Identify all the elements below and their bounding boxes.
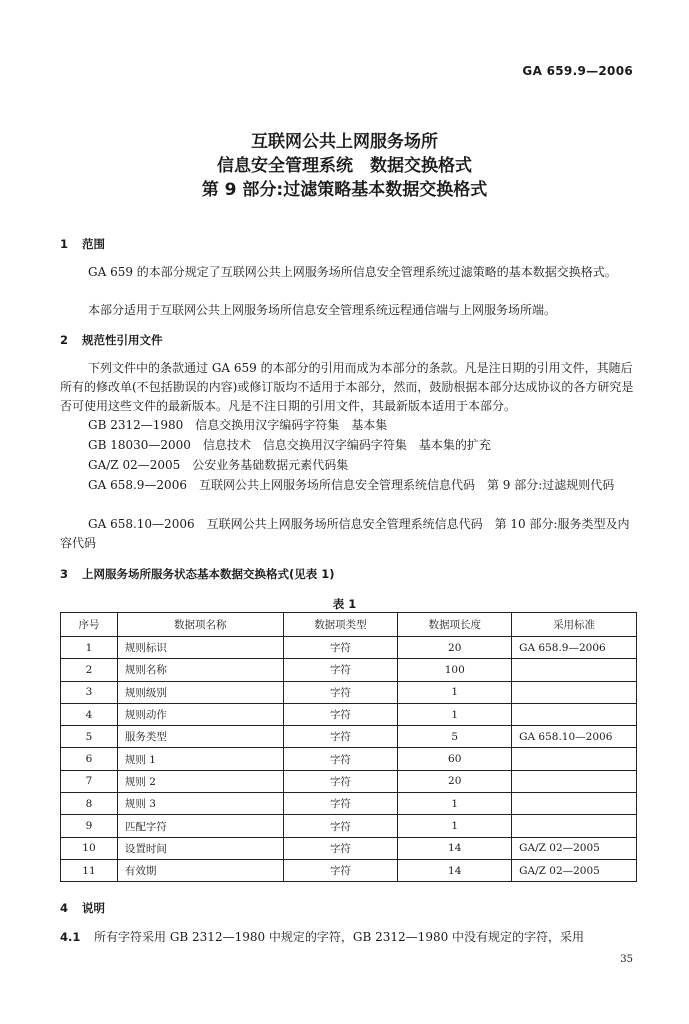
title-line-2: 信息安全管理系统 数据交换格式	[217, 156, 472, 176]
section-3-heading	[60, 566, 335, 582]
cell-standard	[512, 681, 637, 703]
column-header: 序号	[61, 613, 118, 637]
cell-standard: GA 658.10—2006	[512, 726, 637, 748]
scope-paragraph-1: GA 659 的本部分规定了互联网公共上网服务场所信息安全管理系统过滤策略的基本数据交换格式。	[88, 265, 617, 279]
note-number: 4.1	[60, 930, 81, 944]
cell-index: 11	[61, 859, 118, 881]
reference-item: GA/Z 02—2005 公安业务基础数据元素代码集	[88, 458, 349, 472]
table-row	[61, 770, 637, 792]
cell-item-type: 字符	[283, 837, 398, 859]
reference-item: GB 2312—1980 信息交换用汉字编码字符集 基本集	[88, 418, 388, 432]
reference-item: GA 658.10—2006 互联网公共上网服务场所信息安全管理系统信息代码 第 10 部分:服务类型及内容代码	[60, 517, 630, 550]
cell-standard: GA 658.9—2006	[512, 637, 637, 659]
cell-index: 10	[61, 837, 118, 859]
standard-code: GA 659.9—2006	[522, 64, 633, 78]
cell-index: 6	[61, 748, 118, 770]
section-title: 上网服务场所服务状态基本数据交换格式(见表 1)	[82, 567, 335, 581]
cell-item-name: 设置时间	[117, 837, 283, 859]
column-header: 数据项类型	[283, 613, 398, 637]
cell-index: 8	[61, 793, 118, 815]
cell-item-length: 14	[398, 837, 512, 859]
section-2-heading	[60, 332, 163, 348]
document-title-block	[0, 130, 689, 202]
cell-item-type: 字符	[283, 703, 398, 725]
page-number: 35	[620, 954, 633, 965]
cell-standard	[512, 748, 637, 770]
table-row	[61, 726, 637, 748]
table-row	[61, 793, 637, 815]
cell-index: 1	[61, 637, 118, 659]
cell-item-name: 规则标识	[117, 637, 283, 659]
cell-item-type: 字符	[283, 793, 398, 815]
cell-item-length: 5	[398, 726, 512, 748]
cell-item-name: 规则级别	[117, 681, 283, 703]
cell-item-length: 1	[398, 793, 512, 815]
cell-item-length: 1	[398, 815, 512, 837]
cell-index: 5	[61, 726, 118, 748]
table-row	[61, 837, 637, 859]
section-title: 范围	[82, 237, 105, 251]
section-1-heading	[60, 236, 105, 252]
cell-item-type: 字符	[283, 659, 398, 681]
table-row	[61, 859, 637, 881]
note-text: 所有字符采用 GB 2312—1980 中规定的字符，GB 2312—1980 中没有规定的字符，采用	[94, 930, 585, 944]
cell-standard: GA/Z 02—2005	[512, 859, 637, 881]
section-title: 规范性引用文件	[82, 333, 163, 347]
cell-index: 4	[61, 703, 118, 725]
section-title: 说明	[82, 901, 105, 915]
column-header: 采用标准	[512, 613, 637, 637]
cell-standard	[512, 659, 637, 681]
data-exchange-table	[60, 612, 637, 882]
cell-item-type: 字符	[283, 637, 398, 659]
cell-index: 7	[61, 770, 118, 792]
cell-index: 9	[61, 815, 118, 837]
cell-item-name: 规则 2	[117, 770, 283, 792]
cell-item-type: 字符	[283, 748, 398, 770]
table-caption: 表 1	[332, 597, 357, 611]
cell-item-type: 字符	[283, 726, 398, 748]
cell-item-name: 规则名称	[117, 659, 283, 681]
table-row	[61, 815, 637, 837]
section-number: 1	[60, 237, 69, 251]
reference-item: GB 18030—2000 信息技术 信息交换用汉字编码字符集 基本集的扩充	[88, 438, 491, 452]
cell-standard	[512, 815, 637, 837]
title-line-3: 第 9 部分:过滤策略基本数据交换格式	[201, 180, 488, 200]
table-row	[61, 703, 637, 725]
cell-standard	[512, 703, 637, 725]
section-number: 4	[60, 901, 69, 915]
cell-item-type: 字符	[283, 859, 398, 881]
cell-item-length: 60	[398, 748, 512, 770]
section-4-heading	[60, 900, 105, 916]
cell-item-name: 规则 3	[117, 793, 283, 815]
cell-item-name: 有效期	[117, 859, 283, 881]
note-4-1	[60, 928, 640, 947]
cell-index: 3	[61, 681, 118, 703]
cell-item-name: 规则动作	[117, 703, 283, 725]
title-line-1: 互联网公共上网服务场所	[251, 132, 438, 152]
table-body	[61, 637, 637, 882]
column-header: 数据项长度	[398, 613, 512, 637]
table-header-row	[61, 613, 637, 637]
cell-standard: GA/Z 02—2005	[512, 837, 637, 859]
cell-item-type: 字符	[283, 770, 398, 792]
cell-item-length: 1	[398, 681, 512, 703]
cell-item-length: 20	[398, 770, 512, 792]
column-header: 数据项名称	[117, 613, 283, 637]
table-row	[61, 681, 637, 703]
cell-item-length: 14	[398, 859, 512, 881]
table-row	[61, 748, 637, 770]
references-intro: 下列文件中的条款通过 GA 659 的本部分的引用而成为本部分的条款。凡是注日期的引用文件，其随后所有的修改单(不包括勘误的内容)或修订版均不适用于本部分，然而，鼓励根据本部分达成协议的各方研究是否可使用这些文件的最新版本。凡是不注日期的引用文件，其最新版本适用于本部分。	[60, 361, 634, 413]
cell-item-length: 20	[398, 637, 512, 659]
reference-item: GA 658.9—2006 互联网公共上网服务场所信息安全管理系统信息代码 第 9 部分:过滤规则代码	[88, 478, 615, 492]
cell-item-name: 匹配字符	[117, 815, 283, 837]
table-row	[61, 659, 637, 681]
section-number: 3	[60, 567, 69, 581]
cell-item-length: 100	[398, 659, 512, 681]
cell-item-length: 1	[398, 703, 512, 725]
cell-standard	[512, 793, 637, 815]
cell-item-name: 规则 1	[117, 748, 283, 770]
cell-index: 2	[61, 659, 118, 681]
cell-standard	[512, 770, 637, 792]
cell-item-type: 字符	[283, 681, 398, 703]
table-row	[61, 637, 637, 659]
cell-item-type: 字符	[283, 815, 398, 837]
scope-paragraph-2: 本部分适用于互联网公共上网服务场所信息安全管理系统远程通信端与上网服务场所端。	[88, 303, 557, 317]
cell-item-name: 服务类型	[117, 726, 283, 748]
section-number: 2	[60, 333, 69, 347]
